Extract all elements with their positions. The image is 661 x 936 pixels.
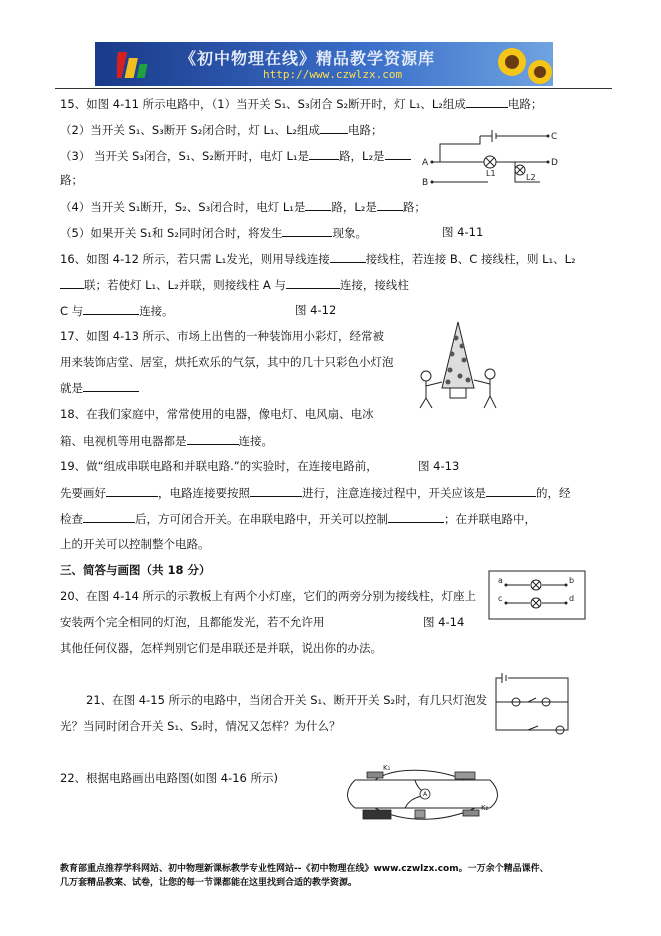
q16-line2: 联；若使灯 L₁、L₂并联，则接线柱 A 与 连接，接线柱 — [60, 276, 409, 293]
page-footer — [60, 862, 620, 890]
q21-line2: 光？当同时闭合开关 S₁、S₂时，情况又怎样？为什么？ — [60, 719, 341, 733]
switch-k1-icon — [367, 772, 383, 778]
q15-line3: （3） 当开关 S₃闭合，S₁、S₂断开时，电灯 L₁是 路，L₂是 — [60, 147, 411, 164]
fig411-label-l2: L2 — [526, 173, 536, 182]
fig411-caption: 图 4-11 — [442, 225, 484, 239]
fig411-label-c: C — [551, 132, 558, 142]
q17-line1: 17、如图 4-13 所示、市场上出售的一种装饰用小彩灯，经常被 — [60, 329, 385, 343]
q19-line4: 上的开关可以控制整个电路。 — [60, 537, 210, 551]
figure-4-14-board — [488, 570, 586, 620]
fig411-label-b: B — [422, 178, 429, 188]
fig414-label-a: a — [498, 576, 503, 585]
fig416-label-k1: K₁ — [383, 764, 391, 772]
fig412-caption: 图 4-12 — [295, 303, 337, 317]
figure-4-15-circuit — [488, 668, 582, 740]
fig414-label-c: c — [498, 594, 503, 603]
fig414-label-d: d — [569, 594, 575, 603]
q19-line2: 先要画好 ，电路连接要按照 进行，注意连接过程中，开关应该是 的，经 — [60, 486, 571, 500]
q19-line3: 检查 后，方可闭合开关。在串联电路中，开关可以控制 ；在并联电路中， — [60, 512, 536, 526]
footer-line1: 教育部重点推荐学科网站、初中物理新课标教学专业性网站--《初中物理在线》www.czwlzx.com。一万余个精品课件、 — [60, 864, 549, 874]
q15-line5: （4）当开关 S₁断开，S₂、S₃闭合时，电灯 L₁是 路，L₂是 路； — [60, 200, 426, 214]
bulb-holder-icon — [455, 772, 475, 779]
q22-line1: 22、根据电路画出电路图(如图 4-16 所示) — [60, 771, 279, 785]
banner-url: http://www.czwlzx.com — [263, 68, 403, 81]
q20-line1: 20、在图 4-14 所示的示教板上有两个小灯座，它们的两旁分别为接线柱，灯座上 — [60, 589, 477, 603]
fig411-label-d: D — [551, 158, 558, 168]
figure-4-11-circuit — [420, 124, 560, 190]
figure-4-13-illustration — [412, 318, 504, 410]
q18-line1: 18、在我们家庭中，常常使用的电器，像电灯、电风扇、电冰 — [60, 407, 374, 421]
q15-line2: （2）当开关 S₁、S₃断开 S₂闭合时，灯 L₁、L₂组成 电路； — [60, 123, 383, 137]
banner-title: 《初中物理在线》精品教学资源库 — [180, 49, 436, 68]
fig414-caption: 图 4-14 — [423, 615, 465, 629]
footer-line2: 几万套精品教案、试卷，让您的每一节课都能在这里找到合适的教学资源。 — [60, 878, 358, 888]
fig411-label-a: A — [422, 158, 429, 168]
sunflower-icon — [490, 42, 553, 86]
q15-line6: （5）如果开关 S₁和 S₂同时闭合时，将发生 现象。 — [60, 226, 367, 240]
fig414-label-b: b — [569, 576, 575, 585]
fig416-label-k2: K₂ — [481, 804, 489, 812]
q20-line2: 安装两个完全相同的灯泡，且都能发光，若不允许用 — [60, 615, 325, 629]
q21-line1: 21、在图 4-15 所示的电路中，当闭合开关 S₁、断开开关 S₂时，有几只灯泡发 — [86, 693, 488, 707]
fig413-caption: 图 4-13 — [418, 459, 460, 473]
switch-k2-icon — [463, 810, 479, 816]
q16-line3: C 与 连接。 — [60, 304, 174, 318]
q20-line3: 其他任何仪器，怎样判别它们是串联还是并联，说出你的办法。 — [60, 641, 382, 655]
header-rule — [55, 88, 612, 89]
q15-line1: 15、如图 4-11 所示电路中，（1）当开关 S₁、S₃闭合 S₂断开时，灯 L₁、L₂组成 电路； — [60, 97, 543, 111]
q17-line2: 用来装饰店堂、居室，烘托欢乐的气氛，其中的几十只彩色小灯泡 — [60, 355, 394, 369]
q15-line4: 路； — [60, 173, 83, 187]
q17-line3: 就是 — [60, 379, 139, 396]
fig416-label-a: A — [423, 791, 428, 798]
header-banner — [95, 42, 553, 86]
logo-icon — [117, 48, 157, 82]
q19-line1: 19、做“组成串联电路和并联电路.”的实验时，在连接电路前， — [60, 459, 378, 473]
fig411-label-l1: L1 — [486, 169, 496, 178]
q16-line1: 16、如图 4-12 所示，若只需 L₁发光，则用导线连接 接线柱，若连接 B、C 接线柱，则 L₁、L₂ — [60, 252, 576, 266]
q18-line2: 箱、电视机等用电器都是 连接。 — [60, 434, 273, 448]
section-3-heading: 三、简答与画图（共 18 分） — [60, 563, 211, 577]
figure-4-16-physical-circuit — [345, 758, 500, 828]
bulb-holder-2-icon — [415, 810, 425, 818]
battery-icon — [363, 810, 391, 819]
